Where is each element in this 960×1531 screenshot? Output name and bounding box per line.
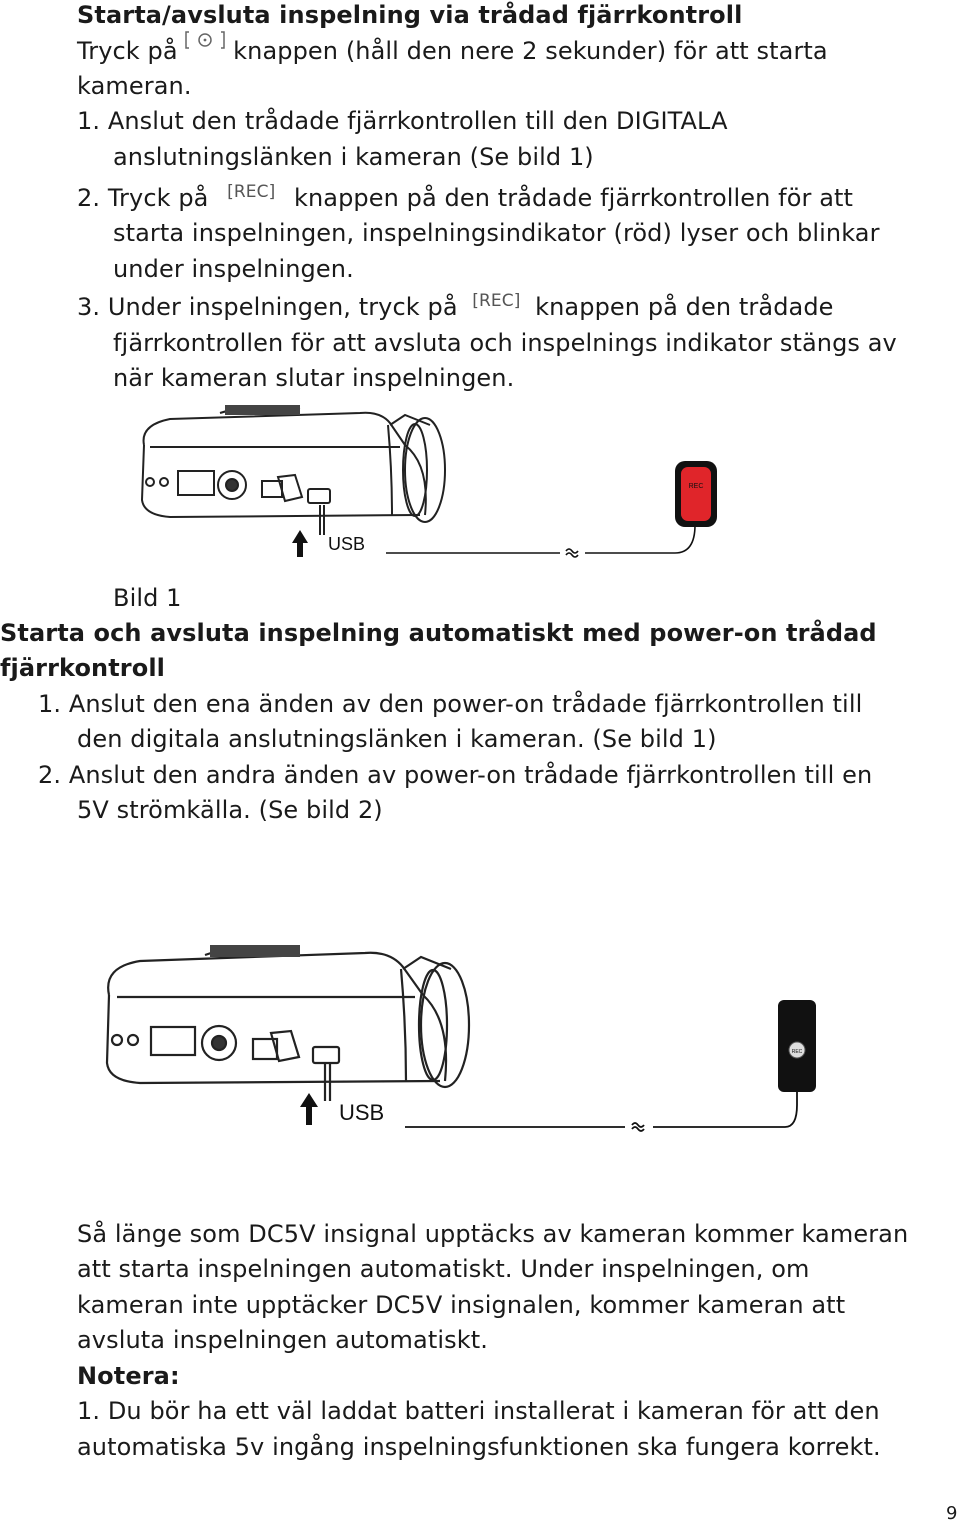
para-line4: avsluta inspelningen automatiskt. <box>77 1326 488 1354</box>
s2-step1-line2: den digitala anslutningslänken i kameran. (Se bild 1) <box>77 725 717 753</box>
s2-step1-line1: 1. Anslut den ena änden av den power-on trådade fjärrkontrollen till <box>38 690 863 718</box>
s1-step2-pre: 2. Tryck på <box>77 184 209 212</box>
figure1-caption: Bild 1 <box>113 584 182 612</box>
camera-body <box>107 945 451 1083</box>
para-line1: Så länge som DC5V insignal upptäcks av kameran kommer kameran <box>77 1220 909 1248</box>
s1-step1-line1: 1. Anslut den trådade fjärrkontrollen till den DIGITALA <box>77 107 728 135</box>
s2-step2-line1: 2. Anslut den andra änden av power-on trådade fjärrkontrollen till en <box>38 761 873 789</box>
remote-control <box>675 461 717 527</box>
s1-step2-line1 <box>77 181 853 216</box>
camera-ports <box>146 471 330 535</box>
intro-pre: Tryck på <box>77 37 178 65</box>
usb-arrow <box>300 1093 318 1125</box>
power-button-icon <box>185 28 225 68</box>
s1-step2-line2: starta inspelningen, inspelningsindikator (röd) lyser och blinkar <box>113 219 880 247</box>
remote-rec-label: REC <box>688 483 704 490</box>
intro-post: knappen (håll den nere 2 sekunder) för att starta <box>233 37 828 65</box>
note-heading: Notera: <box>77 1362 180 1390</box>
s1-step3-post: knappen på den trådade <box>535 293 834 321</box>
rec-button-icon: [REC] <box>227 182 276 202</box>
section2-heading-line2: fjärrkontroll <box>0 654 165 682</box>
para-line2: att starta inspelningen automatiskt. Under inspelningen, om <box>77 1255 810 1283</box>
figure1-usb-label: USB <box>328 534 366 554</box>
para-line3: kameran inte upptäcker DC5V insignalen, kommer kameran att <box>77 1291 846 1319</box>
camera-ports <box>112 1026 339 1101</box>
intro-line <box>77 34 828 69</box>
s1-step3-pre: 3. Under inspelningen, tryck på <box>77 293 458 321</box>
remote-rec-label: REC <box>791 1049 803 1055</box>
remote-control <box>778 1000 816 1092</box>
s1-step3-line1 <box>77 290 834 325</box>
remote-cable <box>386 525 695 557</box>
camera-lens <box>401 963 469 1087</box>
s1-step3-line2: fjärrkontrollen för att avsluta och inspelnings indikator stängs av <box>113 329 897 357</box>
figure2-camera-diagram <box>95 945 835 1149</box>
s1-step2-line3: under inspelningen. <box>113 255 354 283</box>
figure2-usb-label: USB <box>339 1100 385 1125</box>
intro-line2: kameran. <box>77 72 192 100</box>
s2-step2-line2: 5V strömkälla. (Se bild 2) <box>77 796 383 824</box>
s1-step3-line3: när kameran slutar inspelningen. <box>113 364 515 392</box>
s1-step2-post: knappen på den trådade fjärrkontrollen för att <box>293 184 854 212</box>
section1-heading: Starta/avsluta inspelning via trådad fjärrkontroll <box>77 1 743 29</box>
rec-button-icon: [REC] <box>472 291 521 311</box>
section2-heading-line1: Starta och avsluta inspelning automatiskt med power-on trådad <box>0 619 877 647</box>
remote-cable <box>405 1090 797 1131</box>
usb-arrow <box>292 530 308 557</box>
page-number: 9 <box>946 1503 958 1524</box>
figure1-camera-diagram <box>130 405 750 574</box>
s1-step1-line2: anslutningslänken i kameran (Se bild 1) <box>113 143 594 171</box>
note-line1: 1. Du bör ha ett väl laddat batteri installerat i kameran för att den <box>77 1397 880 1425</box>
note-line2: automatiska 5v ingång inspelningsfunktionen ska fungera korrekt. <box>77 1433 881 1461</box>
